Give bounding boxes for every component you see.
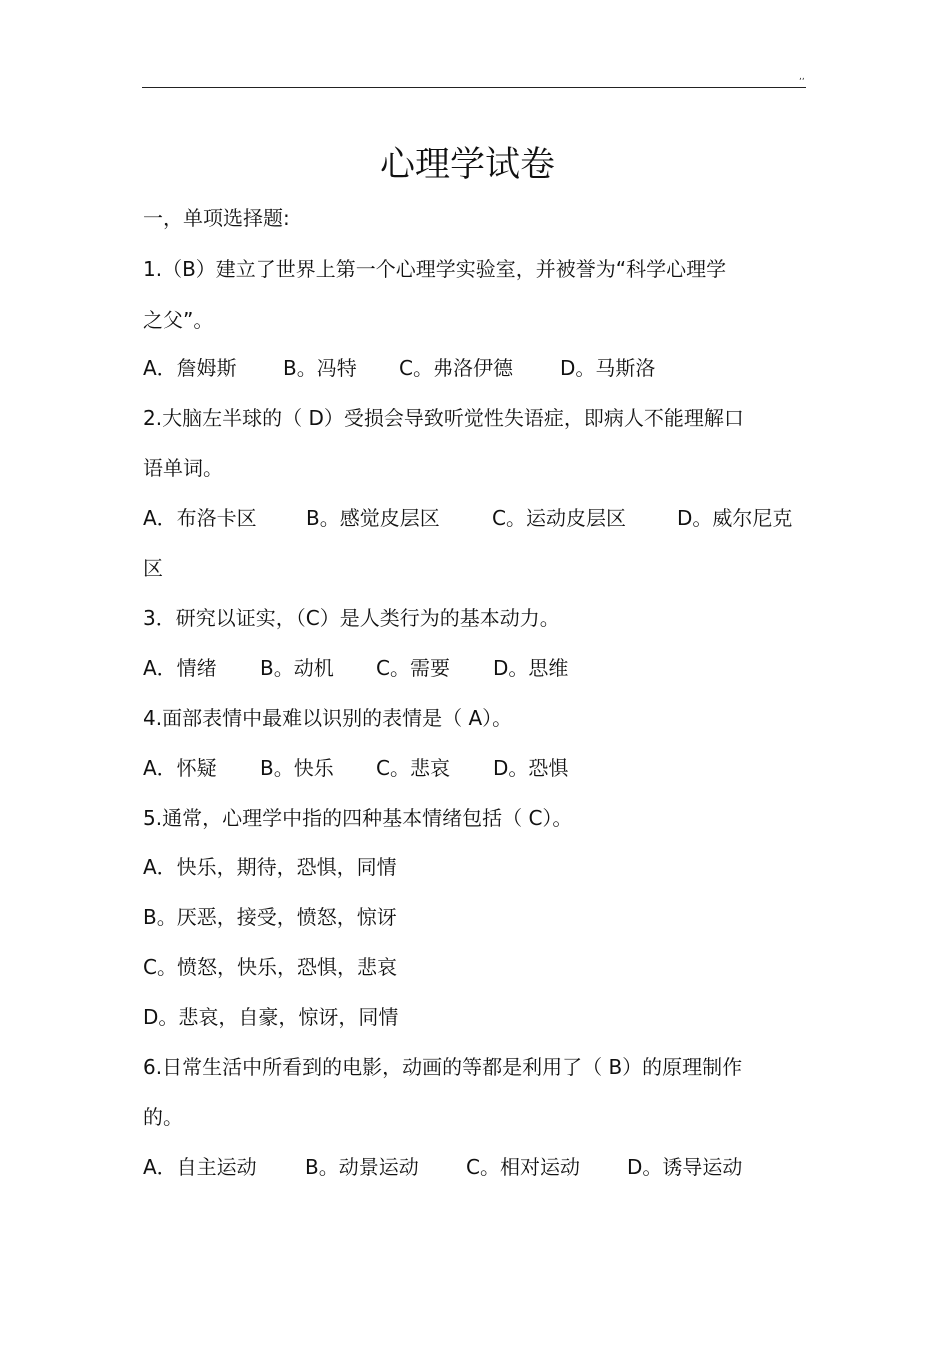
option-a: A．自主运动 [143, 1155, 257, 1179]
option-c: C。需要 [376, 656, 450, 680]
option-d: D。马斯洛 [560, 356, 656, 380]
option-a: A．布洛卡区 [143, 506, 257, 530]
question-4-options [143, 753, 813, 783]
question-2-line-1: 2.大脑左半球的（ D）受损会导致听觉性失语症，即病人不能理解口 [143, 406, 744, 430]
option-a: A．詹姆斯 [143, 356, 237, 380]
question-5-option-a: A．快乐，期待，恐惧，同情 [143, 855, 397, 879]
header-rule [142, 87, 806, 88]
page-title: 心理学试卷 [379, 145, 555, 185]
option-d: D。恐惧 [493, 756, 569, 780]
question-3-line-1: 3．研究以证实，（C）是人类行为的基本动力。 [143, 606, 560, 630]
question-2-line-2: 语单词。 [143, 456, 223, 480]
option-a: A．怀疑 [143, 756, 217, 780]
question-6-line-1: 6.日常生活中所看到的电影，动画的等都是利用了（ B）的原理制作 [143, 1055, 743, 1079]
question-1-line-2: 之父”。 [143, 308, 214, 332]
option-b: B。动机 [260, 656, 334, 680]
option-b: B。动景运动 [305, 1155, 419, 1179]
option-d: D。思维 [493, 656, 569, 680]
question-4-line-1: 4.面部表情中最难以识别的表情是（ A）。 [143, 706, 513, 730]
option-a: A．情绪 [143, 656, 217, 680]
question-5-option-c: C。愤怒，快乐，恐惧，悲哀 [143, 955, 397, 979]
header-mark: ,, [799, 72, 805, 82]
option-d: D。威尔尼克 [677, 506, 793, 530]
option-c: C。相对运动 [466, 1155, 580, 1179]
option-c: C。弗洛伊德 [399, 356, 513, 380]
question-2-options [143, 503, 813, 533]
section-heading: 一，单项选择题: [143, 206, 290, 230]
question-1-line-1: 1.（B）建立了世界上第一个心理学实验室，并被誉为“科学心理学 [143, 257, 727, 281]
question-6-options [143, 1152, 813, 1182]
option-c: C。悲哀 [376, 756, 450, 780]
option-b: B。感觉皮层区 [306, 506, 440, 530]
option-c: C。运动皮层区 [492, 506, 626, 530]
question-5-option-d: D。悲哀，自豪，惊讶，同情 [143, 1005, 399, 1029]
question-5-line-1: 5.通常，心理学中指的四种基本情绪包括（ C）。 [143, 806, 573, 830]
question-6-line-2: 的。 [143, 1105, 183, 1129]
option-d: D。诱导运动 [627, 1155, 743, 1179]
question-5-option-b: B。厌恶，接受，愤怒，惊讶 [143, 905, 397, 929]
option-b: B。冯特 [283, 356, 357, 380]
question-1-options [143, 353, 813, 383]
question-3-options [143, 653, 813, 683]
option-b: B。快乐 [260, 756, 334, 780]
question-2-option-wrap: 区 [143, 556, 163, 580]
